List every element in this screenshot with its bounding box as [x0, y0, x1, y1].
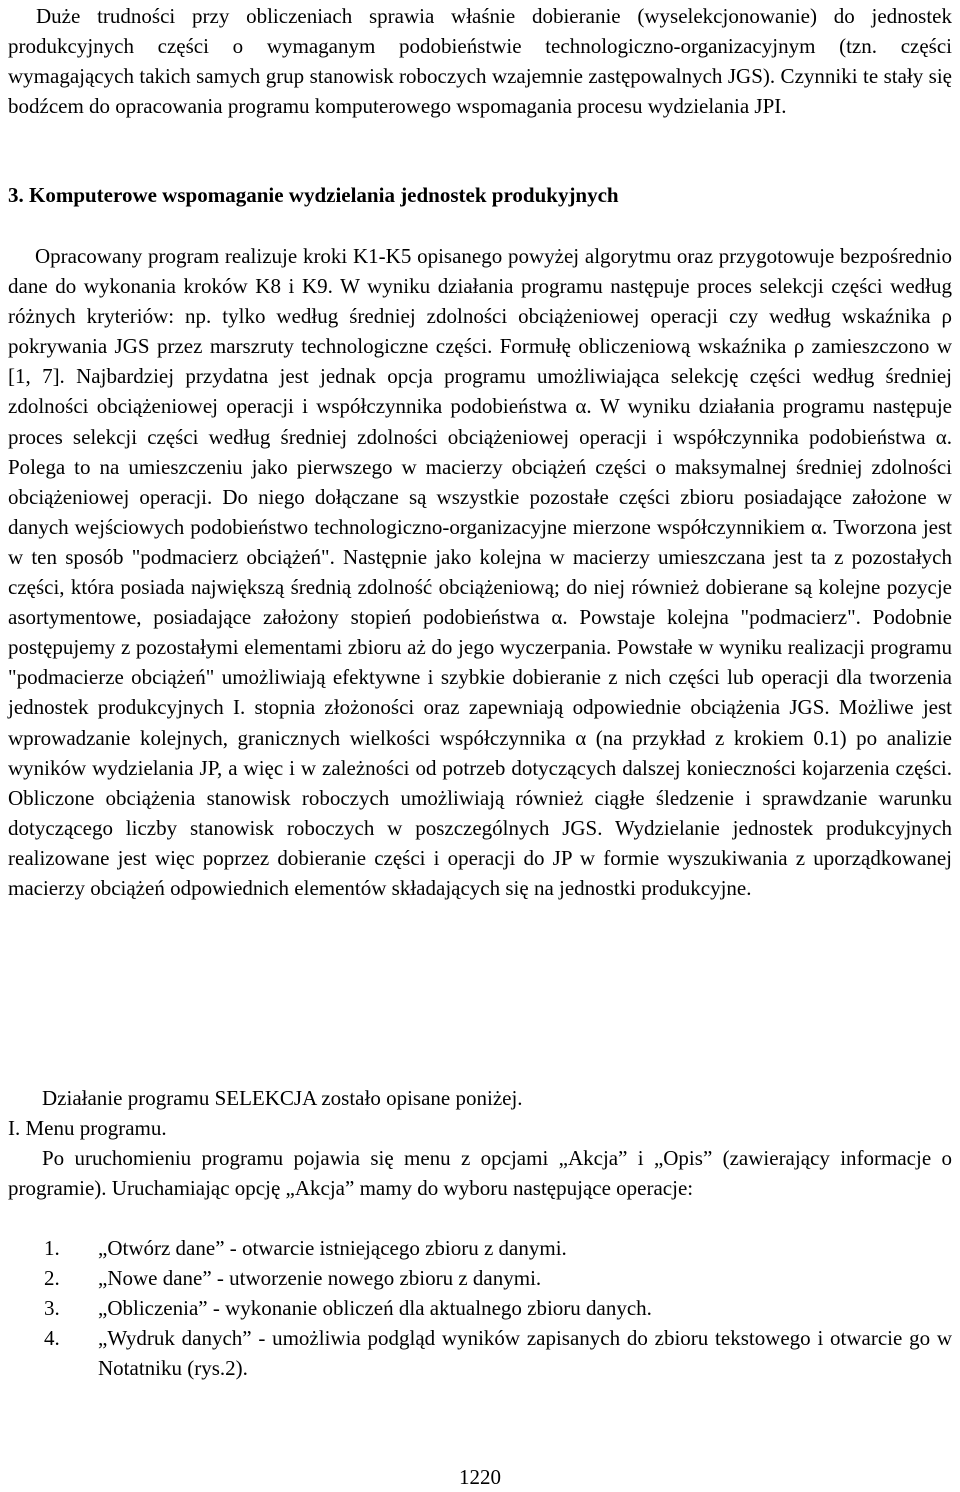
- menu-heading: I. Menu programu.: [8, 1116, 167, 1140]
- list-item-text: „Otwórz dane” - otwarcie istniejącego zbioru z danymi.: [98, 1236, 567, 1260]
- list-item-number: 3.: [44, 1296, 60, 1321]
- main-paragraph: Opracowany program realizuje kroki K1-K5 opisanego powyżej algorytmu oraz przygotowuje bezpośrednio dane do wykonania kroków K8 i K9. W wyniku działania programu następuje proces selekcji części według różnych kryteriów: np. tylko według średniej zdolności obciążeniowej operacji czy według wskaźnika ρ pokrywania JGS przez marszruty technologiczne części. Formułę obliczeniową wskaźnika ρ zamieszczono w [1, 7]. Najbardziej przydatna jest jednak opcja programu umożliwiająca selekcję części według średniej zdolności obciążeniowej operacji i współczynnika podobieństwa α. W wyniku działania programu następuje proces selekcji części według średniej zdolności obciążeniowej operacji i współczynnika podobieństwa α. Polega to na umieszczeniu jako pierwszego w macierzy obciążeń części o maksymalnej średniej zdolności obciążeniowej operacji. Do niego dołączane są wszystkie pozostałe części zbioru posiadające założone w danych wejściowych podobieństwo technologiczno-organizacyjne mierzone współczynnikiem α. Tworzona jest w ten sposób "podmacierz obciążeń". Następnie jako kolejna w macierzy umieszczana jest ta z pozostałych części, która posiada największą średnią zdolność obciążeniową; do niej również dobierane są kolejne pozycje asortymentowe, posiadające założony stopień podobieństwa α. Powstaje kolejna "podmacierz". Podobnie postępujemy z pozostałymi elementami zbioru aż do jego wyczerpania. Powstałe w wyniku realizacji programu "podmacierze obciążeń" umożliwiają efektywne i szybkie dobieranie z nich części lub operacji dla tworzenia jednostek produkcyjnych I. stopnia złożoności oraz zapewniają odpowiednie obciążenia JGS. Możliwe jest wprowadzanie kolejnych, granicznych wielkości współczynnika α (na przykład z krokiem 0.1) po analizie wyników wydzielania JP, a więc i w zależności od potrzeb dotyczących dalszej konieczności kojarzenia części. Obliczone obciążenia stanowisk roboczych umożliwiają również ciągłe śledzenie i sprawdzanie warunku dotyczącego liczby stanowisk roboczych w poszczególnych JGS. Wydzielanie jednostek produkcyjnych realizowane jest więc poprzez dobieranie części i operacji do JP w formie wyszukiwania z uporządkowanej macierzy obciążeń odpowiednich elementów składających się na jednostki produkcyjne.: [8, 244, 952, 900]
- selekcja-paragraph: Działanie programu SELEKCJA zostało opisane poniżej.: [42, 1086, 523, 1110]
- section-heading: 3. Komputerowe wspomaganie wydzielania jednostek produkyjnych: [8, 183, 619, 207]
- list-item-text: „Nowe dane” - utworzenie nowego zbioru z danymi.: [98, 1266, 542, 1291]
- list-item: [8, 1293, 952, 1323]
- list-item-number: 1.: [44, 1236, 60, 1260]
- menu-description: Po uruchomieniu programu pojawia się menu z opcjami „Akcja” i „Opis” (zawierający informacje o programie). Uruchamiając opcję „Akcja” mamy do wyboru następujące operacje:: [8, 1146, 952, 1201]
- page-number: 1220: [459, 1465, 501, 1489]
- list-item: [8, 1233, 952, 1263]
- list-item-number: 2.: [44, 1266, 60, 1291]
- intro-paragraph: Duże trudności przy obliczeniach sprawia właśnie dobieranie (wyselekcjonowanie) do jednostek produkcyjnych części o wymaganym podobieństwie technologiczno-organizacyjnym (tzn. części wymagających takich samych grup stanowisk roboczych wzajemnie zastępowalnych JGS). Czynniki te stały się bodźcem do opracowania programu komputerowego wspomagania procesu wydzielania JPI.: [8, 4, 952, 119]
- list-item: [8, 1323, 952, 1383]
- list-item-text: „Wydruk danych” - umożliwia podgląd wyników zapisanych do zbioru tekstowego i otwarcie go w Notatniku (rys.2).: [98, 1326, 952, 1381]
- menu-options-list: [8, 1233, 952, 1383]
- list-item: [8, 1263, 952, 1293]
- list-item-number: 4.: [44, 1326, 60, 1351]
- list-item-text: „Obliczenia” - wykonanie obliczeń dla aktualnego zbioru danych.: [98, 1296, 652, 1321]
